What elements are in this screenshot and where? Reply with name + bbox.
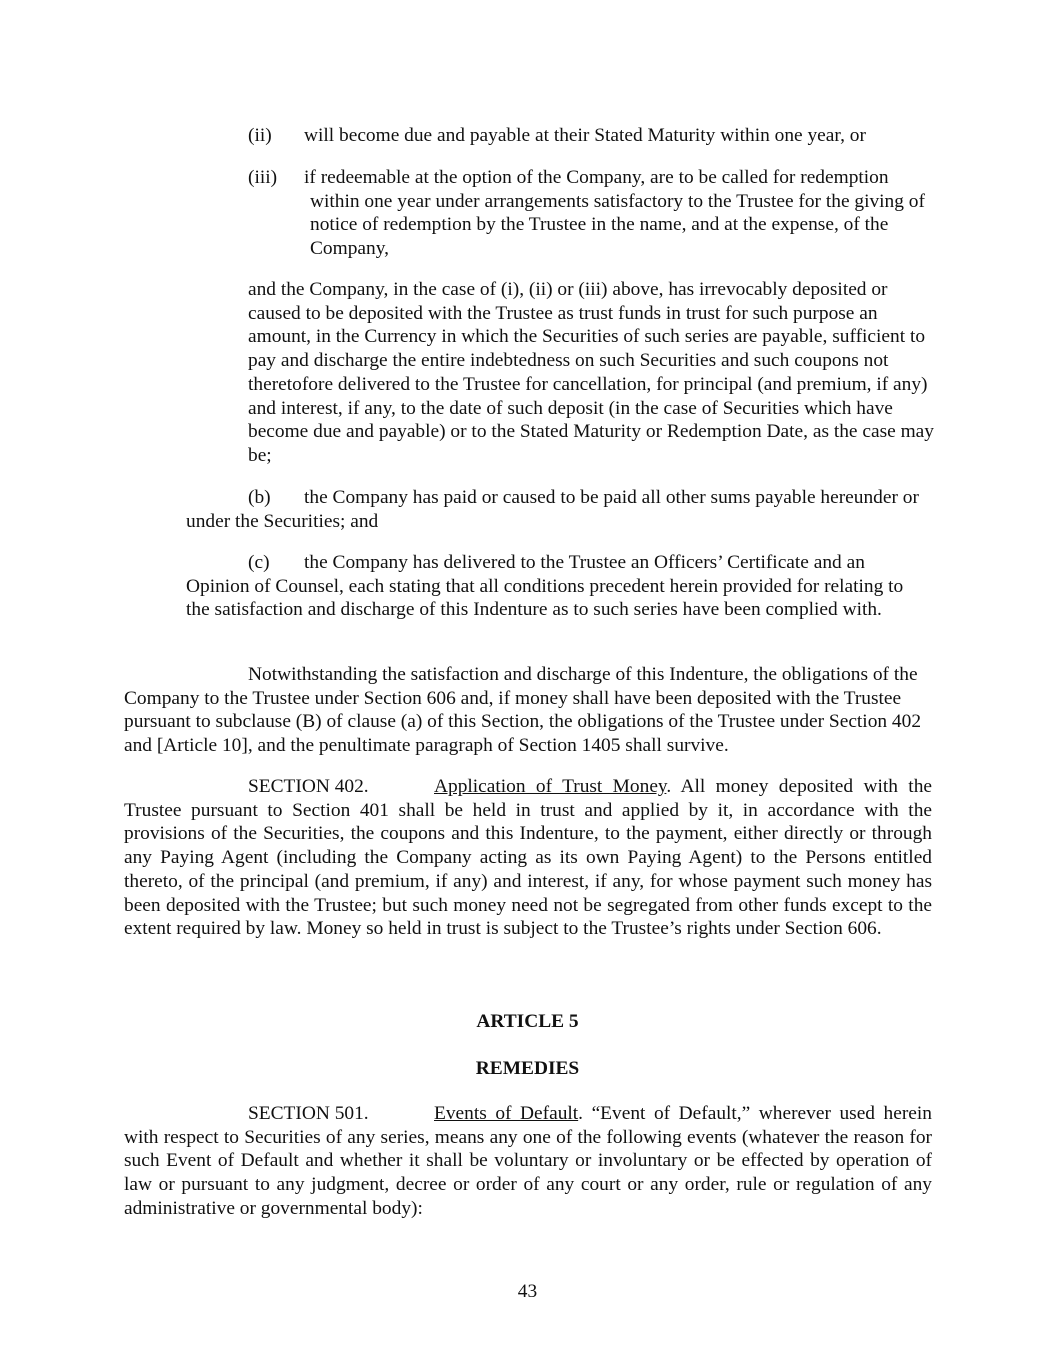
section-501-text: . “Event of Default,” wherever used herein with respect to Securities of any series, means any one of the following events (whatever the reason for such Event of Default and whether it shall be voluntary or involuntary or be effected by operation of law or pursuant to any judgment, decree or order of any court or any order, rule or regulation of any administrative or governmental body): (124, 1103, 932, 1219)
clause-ii-text: will become due and payable at their Stated Maturity within one year, or (304, 125, 866, 146)
notwithstanding-paragraph: Notwithstanding the satisfaction and discharge of this Indenture, the obligations of the Company to the Trustee under Section 606 and, if money shall have been deposited with the Trustee pursuant to subclause (B) of clause (a) of this Section, the obligations of the Trustee under Section 402 and [Article 10], and the penultimate paragraph of Section 1405 shall survive. (124, 664, 922, 757)
article-title: REMEDIES (475, 1058, 580, 1079)
clause-iii-number: (iii) (248, 167, 278, 188)
subclause-b-text: the Company has paid or caused to be paid all other sums payable hereunder or under the Securities; and (186, 487, 919, 532)
section-402 (124, 775, 932, 941)
section-501-label: SECTION 501. (248, 1103, 369, 1124)
section-402-label: SECTION 402. (248, 776, 369, 797)
subclause-b (186, 486, 931, 533)
article-number: ARTICLE 5 (476, 1011, 579, 1032)
section-402-text: . All money deposited with the Trustee pursuant to Section 401 shall be held in trust and applied by it, in accordance with the provisions of the Securities, the coupons and this Indenture, to the payment, either directly or through any Paying Agent (including the Company acting as its own Paying Agent) to the Persons entitled thereto, of the principal (and premium, if any) and interest, if any, for whose payment such money has been deposited with the Trustee; but such money need not be segregated from other funds except to the extent required by law. Money so held in trust is subject to the Trustee’s rights under Section 606. (124, 776, 932, 940)
subclause-c-text: the Company has delivered to the Trustee an Officers’ Certificate and an Opinion of Counsel, each stating that all conditions precedent herein provided for relating to the satisfaction and discharge of this Indenture as to such series have been complied with. (186, 552, 904, 621)
clause-ii-number: (ii) (248, 125, 272, 146)
clause-iii (248, 166, 934, 261)
section-402-title: Application of Trust Money (434, 776, 667, 797)
subclause-b-number: (b) (248, 487, 271, 508)
page-number: 43 (517, 1281, 538, 1302)
subclause-c-number: (c) (248, 552, 270, 573)
clause-ii (248, 124, 948, 148)
section-501-title: Events of Default (434, 1103, 579, 1124)
subclause-c (186, 551, 931, 622)
deposit-paragraph: and the Company, in the case of (i), (ii) or (iii) above, has irrevocably deposited or caused to be deposited with the Trustee as trust funds in trust for such purpose an amount, in the Currency in which the Securities of such series are payable, sufficient to pay and discharge the entire indebtedness on such Securities and such coupons not theretofore delivered to the Trustee for cancellation, for principal (and premium, if any) and interest, if any, to the date of such deposit (in the case of Securities which have become due and payable) or to the Stated Maturity or Redemption Date, as the case may be; (248, 279, 934, 466)
section-501 (124, 1102, 932, 1221)
clause-iii-text: if redeemable at the option of the Company, are to be called for redemption within one year under arrangements satisfactory to the Trustee for the giving of notice of redemption by the Trustee in the name, and at the expense, of the Company, (304, 167, 925, 260)
